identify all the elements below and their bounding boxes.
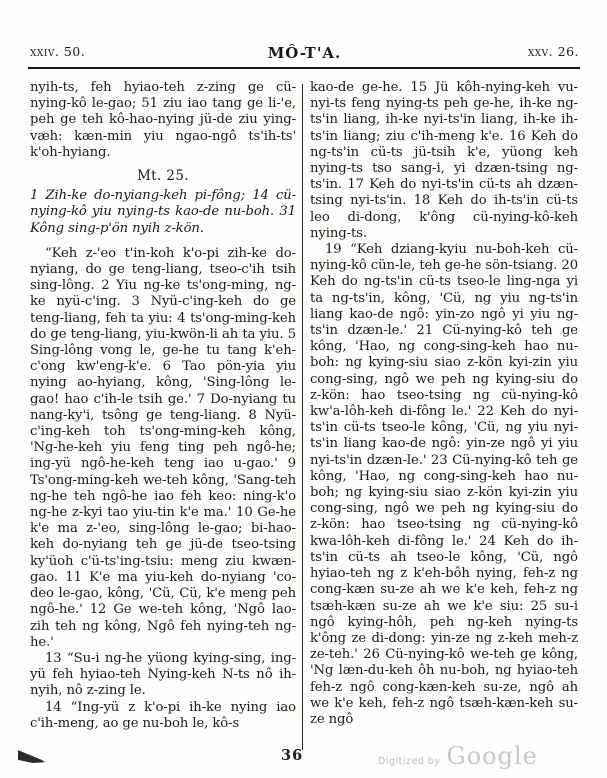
header-rule — [28, 67, 580, 69]
verse-paragraph: 13 “Su-i ng-he yüong kying-sing, ing-yü feh hyiao-teh Nying-keh N-ts nô ih-nyih, nô z-zing le. — [30, 650, 296, 699]
running-head-left-ref: xxiv. 50. — [30, 44, 86, 59]
verse-paragraph-continuation: nyih-ts, feh hyiao-teh z-zing ge cü-nying-kô le-gao; 51 ziu iao tang ge li-'e, peh ge teh kô-hao-nying jü-de ziu ying-væh: kæn-min yiu ngao-ngô ts'ih-ts' k'oh-hyiang. — [30, 80, 296, 160]
verse-paragraph: 14 “Ing-yü z k'o-pi ih-ke nying iao c'ih-meng, ao ge nu-boh le, kô-s — [30, 699, 296, 731]
column-divider-rule — [302, 84, 303, 750]
chapter-heading: Mt. 25. — [136, 168, 190, 185]
google-watermark — [378, 742, 588, 770]
left-column — [30, 80, 296, 732]
verse-paragraph-continuation: kao-de ge-he. 15 Jü kôh-nying-keh vu-nyi-ts feng nying-ts peh ge-he, ih-ke ng-ts'in liang, ih-ke nyi-ts'in liang, ih-ke ih-ts'in liang; ziu c'ih-meng k'e. 16 Keh do ng-ts'in cü-ts jü-tsih k'e, yüong keh nying-ts tso sang-i, yi dzæn-tsing ng-ts'in. 17 Keh do nyi-ts'in cü-ts ah dzæn-tsing nyi-ts'in. 18 Keh do ih-ts'in cü-ts leo di-dong, k'ông cü-nying-kô-keh nying-ts. — [310, 80, 578, 241]
page-number: 36 — [281, 747, 304, 764]
running-head-right-ref: xxv. 26. — [527, 44, 579, 59]
verse-paragraph: 19 “Keh dziang-kyiu nu-boh-keh cü-nying-kô cün-le, teh ge-he sön-tsiang. 20 Keh do ng-ts'in cü-ts tseo-le ling-nga yi ta ng-ts'in, kông, 'Cü, ng yiu ng-ts'in liang kao-de ngô: yin-zo ngô yi yiu ng-ts'in dzæn-le.' 21 Cü-nying-kô teh ge kông, 'Hao, ng cong-sing-keh hao nu-boh: ng kying-siu siao z-kön kyi-zin yiu cong-sing, ngô we peh ng kying-siu do z-kön: hao tseo-tsing ng cü-nying-kô kw'a-lôh-keh di-fông le.' 22 Keh do nyi-ts'in cü-ts tseo-le kông, 'Cü, ng yiu nyi-ts'in liang kao-de ngô: yin-ze ngô yi yiu nyi-ts'in dzæn-le.' 23 Cü-nying-kô teh ge kông, 'Hao, ng cong-sing-keh hao nu-boh; ng kying-siu siao z-kön kyi-zin yiu cong-sing, ngô we peh ng kying-siu do z-kön: hao tseo-tsing ng cü-nying-kô kwa-lôh-keh di-fông le.' 24 Keh do ih-ts'in cü-ts ah tseo-le kông, 'Cü, ngô hyiao-teh ng z k'eh-bôh nying, feh-z ng cong-kæn su-ze ah we k'e keh, feh-z ng tsæh-kæn su-ze ah we k'e siu: 25 su-i ngô kying-hôh, peh ng-keh nying-ts k'ông ze di-dong: yin-ze ng z-keh meh-z ze-teh.' 26 Cü-nying-kô we-teh ge kông, 'Ng læn-du-keh ôh nu-boh, ng hyiao-teh feh-z ngô cong-kæn-keh su-ze, ngô ah we k'e keh, feh-z ngô tsæh-kæn-keh su-ze ngô — [310, 242, 578, 727]
watermark-digitized-by-label: Digitized by — [378, 756, 441, 767]
verse-paragraph: “Keh z-'eo t'in-koh k'o-pi zih-ke do-nyiang, do ge teng-liang, tseo-c'ih tsih sing-lông. 2 Yiu ng-ke ts'ong-ming, ng-ke nyü-c'ing. 3 Nyü-c'ing-keh do ge teng-liang, feh ta yiu: 4 ts'ong-ming-keh do ge teng-liang, yiu-kwön-li ah ta yiu. 5 Sing-lông vong le, ge-he tu tang k'eh-c'ong kw'eng-k'e. 6 Tao pön-yia yiu nying ao-hyiang, kông, 'Sing-lông le-gao! hao c'ih-le tsih ge.' 7 Do-nyiang tu nang-ky'i, tsông ge teng-liang. 8 Nyü-c'ing-keh toh ts'ong-ming-keh kông, 'Ng-he-keh yiu feng ting peh ngô-he; ing-yü ngô-he-keh teng iao u-gao.' 9 Ts'ong-ming-keh we-teh kông, 'Sang-teh ng-he teh ngô-he iao feh keo: ning-k'o ng-he z-kyi tao yiu-tin k'e ma.' 10 Ge-he k'e ma z-'eo, sing-lông le-gao; bi-hao-keh do-nyiang teh ge jü-de tseo-tsing ky'üoh c'ü-ts'ing-tsiu: meng ziu kwæn-gao. 11 K'e ma yiu-keh do-nyiang 'co-deo le-gao, kông, 'Cü, Cü, k'e meng peh ngô-he.' 12 Ge we-teh kông, 'Ngô lao-zih teh ng kông, Ngô feh nying-teh ng-he.' — [30, 245, 296, 650]
chapter-summary: 1 Zih-ke do-nyiang-keh pi-fông; 14 cü-nying-kô yiu nying-ts kao-de nu-boh. 31 Kông sing-p'ön nyih z-kön. — [30, 188, 296, 236]
book-title: MÔ-T'A. — [267, 44, 342, 62]
running-head — [30, 44, 579, 64]
google-logo: Google — [446, 742, 538, 770]
text-columns — [30, 80, 578, 762]
right-column — [310, 80, 578, 728]
